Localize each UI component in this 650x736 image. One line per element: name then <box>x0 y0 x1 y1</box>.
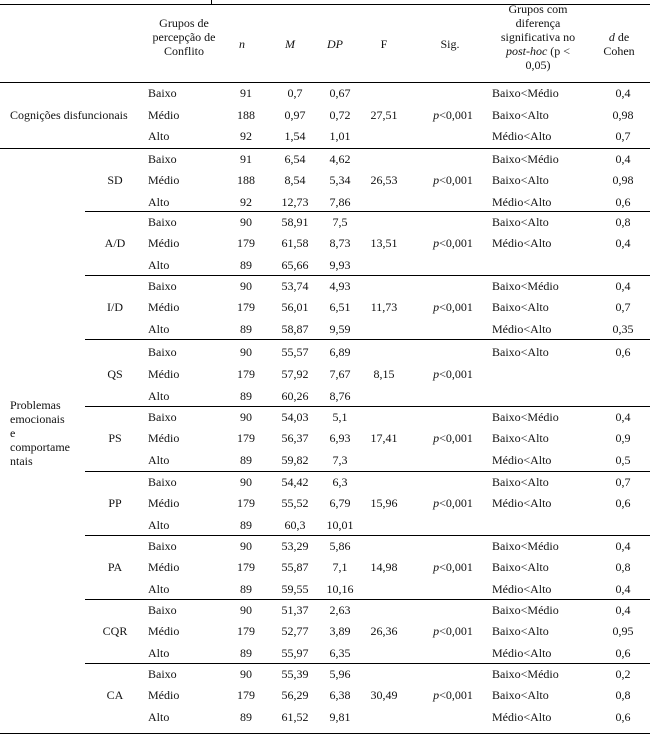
sig-cell <box>428 367 478 381</box>
sd-value: 6,79 <box>329 496 351 510</box>
scale-name: PS <box>108 431 122 445</box>
cohen-d-value: 0,95 <box>612 624 634 638</box>
header-posthoc-value: 0,05) <box>525 58 551 72</box>
sd-value: 10,01 <box>326 518 354 532</box>
header-bottom-rule <box>0 82 650 83</box>
n-value: 188 <box>237 173 255 187</box>
header-posthoc <box>490 2 586 72</box>
mean-value: 57,92 <box>281 367 309 381</box>
f-value: 8,15 <box>373 367 395 381</box>
cohen-d-value: 0,4 <box>615 603 631 617</box>
posthoc-comparison: Médio<Alto <box>492 646 552 660</box>
sig-p: p <box>433 431 440 445</box>
header-cohen-label: de Cohen <box>603 30 635 58</box>
level-label: Médio <box>148 688 180 702</box>
cohen-d-value: 0,7 <box>615 300 631 314</box>
sig-p: p <box>433 624 440 638</box>
n-value: 179 <box>237 688 255 702</box>
n-value: 179 <box>237 496 255 510</box>
scale-name: CA <box>106 688 124 702</box>
level-label: Alto <box>148 646 170 660</box>
n-value: 90 <box>240 279 252 293</box>
sig-value: <0,001 <box>439 236 473 250</box>
n-value: 90 <box>240 603 252 617</box>
posthoc-comparison: Médio<Alto <box>492 496 552 510</box>
sd-value: 7,5 <box>332 215 348 229</box>
posthoc-comparison: Baixo<Médio <box>492 667 559 681</box>
header-cohen-d: d <box>608 30 615 44</box>
sd-value: 10,16 <box>326 582 354 596</box>
posthoc-comparison: Baixo<Alto <box>492 108 549 122</box>
level-label: Alto <box>148 582 170 596</box>
cohen-d-value: 0,98 <box>612 173 634 187</box>
level-label: Médio <box>148 108 180 122</box>
mean-value: 53,29 <box>281 539 309 553</box>
n-value: 179 <box>237 367 255 381</box>
sd-value: 1,01 <box>329 129 351 143</box>
posthoc-comparison: Médio<Alto <box>492 322 552 336</box>
sd-value: 9,93 <box>329 258 351 272</box>
posthoc-comparison: Baixo<Médio <box>492 279 559 293</box>
scale-divider <box>85 663 650 664</box>
f-value: 14,98 <box>370 560 398 574</box>
sd-value: 7,86 <box>329 195 351 209</box>
cohen-d-value: 0,4 <box>615 410 631 424</box>
posthoc-comparison: Baixo<Alto <box>492 624 549 638</box>
scale-divider <box>85 535 650 536</box>
sd-value: 6,89 <box>329 345 351 359</box>
sd-value: 7,67 <box>329 367 351 381</box>
n-value: 92 <box>240 195 252 209</box>
sig-value: <0,001 <box>439 173 473 187</box>
level-label: Alto <box>148 195 170 209</box>
mean-value: 1,54 <box>284 129 306 143</box>
mean-value: 55,97 <box>281 646 309 660</box>
sig-cell <box>428 496 478 510</box>
sig-cell <box>428 173 478 187</box>
sig-value: <0,001 <box>439 560 473 574</box>
sd-value: 7,1 <box>332 560 348 574</box>
level-label: Baixo <box>148 410 177 424</box>
sd-value: 5,34 <box>329 173 351 187</box>
level-label: Médio <box>148 431 180 445</box>
sd-value: 9,59 <box>329 322 351 336</box>
cohen-d-value: 0,4 <box>615 236 631 250</box>
cohen-d-value: 0,6 <box>615 496 631 510</box>
cohen-d-value: 0,98 <box>612 108 634 122</box>
sig-value: <0,001 <box>439 688 473 702</box>
level-label: Alto <box>148 710 170 724</box>
sig-p: p <box>433 300 440 314</box>
n-value: 179 <box>237 624 255 638</box>
posthoc-comparison: Baixo<Alto <box>492 560 549 574</box>
mean-value: 60,3 <box>284 518 306 532</box>
sd-value: 5,86 <box>329 539 351 553</box>
mean-value: 51,37 <box>281 603 309 617</box>
scale-divider <box>85 471 650 472</box>
header-grupos-percepcao: Grupos de percepção de Conflito <box>152 16 216 58</box>
mean-value: 0,97 <box>284 108 306 122</box>
sd-value: 4,62 <box>329 152 351 166</box>
sd-value: 2,63 <box>329 603 351 617</box>
mean-value: 59,55 <box>281 582 309 596</box>
level-label: Médio <box>148 560 180 574</box>
n-value: 89 <box>240 518 252 532</box>
posthoc-comparison: Médio<Alto <box>492 453 552 467</box>
sig-p: p <box>433 236 440 250</box>
mean-value: 58,91 <box>281 215 309 229</box>
cohen-d-value: 0,9 <box>615 431 631 445</box>
scale-name: QS <box>107 367 123 381</box>
level-label: Médio <box>148 173 180 187</box>
cohen-d-value: 0,6 <box>615 195 631 209</box>
scale-divider <box>85 406 650 407</box>
sd-value: 3,89 <box>329 624 351 638</box>
cohen-d-value: 0,5 <box>615 453 631 467</box>
level-label: Baixo <box>148 475 177 489</box>
mean-value: 53,74 <box>281 279 309 293</box>
f-value: 30,49 <box>370 688 398 702</box>
level-label: Alto <box>148 129 170 143</box>
table-bottom-rule <box>0 733 650 734</box>
sig-cell <box>428 108 478 122</box>
sig-p: p <box>433 367 440 381</box>
scale-name: PP <box>108 496 122 510</box>
sig-cell <box>428 560 478 574</box>
sd-value: 7,3 <box>332 453 348 467</box>
scale-divider <box>85 339 650 340</box>
mean-value: 61,58 <box>281 236 309 250</box>
n-value: 179 <box>237 236 255 250</box>
n-value: 92 <box>240 129 252 143</box>
level-label: Médio <box>148 496 180 510</box>
level-label: Alto <box>148 453 170 467</box>
level-label: Baixo <box>148 215 177 229</box>
level-label: Alto <box>148 389 170 403</box>
header-f: F <box>380 37 388 51</box>
mean-value: 55,39 <box>281 667 309 681</box>
cohen-d-value: 0,6 <box>615 345 631 359</box>
scale-divider <box>85 211 650 212</box>
cohen-d-value: 0,4 <box>615 86 631 100</box>
posthoc-comparison: Médio<Alto <box>492 582 552 596</box>
cohen-d-value: 0,2 <box>615 667 631 681</box>
n-value: 89 <box>240 389 252 403</box>
n-value: 179 <box>237 431 255 445</box>
sig-cell <box>428 236 478 250</box>
posthoc-comparison: Baixo<Alto <box>492 345 549 359</box>
header-cohen <box>596 30 642 58</box>
posthoc-comparison: Médio<Alto <box>492 129 552 143</box>
level-label: Baixo <box>148 279 177 293</box>
sig-p: p <box>433 108 440 122</box>
n-value: 89 <box>240 453 252 467</box>
level-label: Alto <box>148 258 170 272</box>
posthoc-comparison: Baixo<Alto <box>492 688 549 702</box>
mean-value: 6,54 <box>284 152 306 166</box>
f-value: 26,36 <box>370 624 398 638</box>
n-value: 89 <box>240 258 252 272</box>
mean-value: 12,73 <box>281 195 309 209</box>
problemas-label: Problemas emocionais e comportame ntais <box>10 398 70 468</box>
mean-value: 61,52 <box>281 710 309 724</box>
sig-value: <0,001 <box>439 496 473 510</box>
sd-value: 8,76 <box>329 389 351 403</box>
f-value: 15,96 <box>370 496 398 510</box>
sig-p: p <box>433 496 440 510</box>
sd-value: 6,38 <box>329 688 351 702</box>
posthoc-comparison: Baixo<Alto <box>492 173 549 187</box>
cohen-d-value: 0,35 <box>612 322 634 336</box>
scale-name: SD <box>107 173 123 187</box>
posthoc-comparison: Baixo<Alto <box>492 215 549 229</box>
posthoc-comparison: Médio<Alto <box>492 236 552 250</box>
mean-value: 8,54 <box>284 173 306 187</box>
n-value: 179 <box>237 300 255 314</box>
level-label: Baixo <box>148 539 177 553</box>
sig-value: <0,001 <box>439 300 473 314</box>
cohen-d-value: 0,8 <box>615 688 631 702</box>
cohen-d-value: 0,7 <box>615 475 631 489</box>
sd-value: 6,35 <box>329 646 351 660</box>
cohen-d-value: 0,7 <box>615 129 631 143</box>
level-label: Alto <box>148 322 170 336</box>
sig-value: <0,001 <box>439 624 473 638</box>
posthoc-comparison: Baixo<Médio <box>492 86 559 100</box>
scale-name: PA <box>107 560 123 574</box>
scale-name: I/D <box>107 300 123 314</box>
mean-value: 55,57 <box>281 345 309 359</box>
sd-value: 0,67 <box>329 86 351 100</box>
cohen-d-value: 0,4 <box>615 279 631 293</box>
sd-value: 9,81 <box>329 710 351 724</box>
level-label: Médio <box>148 624 180 638</box>
mean-value: 60,26 <box>281 389 309 403</box>
sig-p: p <box>433 173 440 187</box>
posthoc-comparison: Médio<Alto <box>492 710 552 724</box>
f-value: 13,51 <box>370 236 398 250</box>
mean-value: 56,01 <box>281 300 309 314</box>
sig-value: <0,001 <box>439 108 473 122</box>
mean-value: 0,7 <box>287 86 303 100</box>
mean-value: 59,82 <box>281 453 309 467</box>
f-value: 27,51 <box>370 108 398 122</box>
n-value: 91 <box>240 86 252 100</box>
n-value: 179 <box>237 560 255 574</box>
header-sig: Sig. <box>440 37 460 51</box>
cohen-d-value: 0,4 <box>615 539 631 553</box>
scale-divider <box>85 275 650 276</box>
posthoc-comparison: Baixo<Médio <box>492 539 559 553</box>
sig-cell <box>428 431 478 445</box>
posthoc-comparison: Baixo<Médio <box>492 152 559 166</box>
sig-value: <0,001 <box>439 367 473 381</box>
posthoc-comparison: Baixo<Alto <box>492 475 549 489</box>
sig-cell <box>428 300 478 314</box>
posthoc-comparison: Médio<Alto <box>492 195 552 209</box>
level-label: Baixo <box>148 345 177 359</box>
level-label: Médio <box>148 300 180 314</box>
sig-p: p <box>433 560 440 574</box>
cohen-d-value: 0,6 <box>615 646 631 660</box>
mean-value: 55,87 <box>281 560 309 574</box>
level-label: Baixo <box>148 603 177 617</box>
header-posthoc-p: (p < <box>550 44 571 58</box>
header-n: n <box>239 37 245 51</box>
posthoc-comparison: Baixo<Alto <box>492 300 549 314</box>
n-value: 90 <box>240 215 252 229</box>
n-value: 90 <box>240 410 252 424</box>
level-label: Médio <box>148 367 180 381</box>
section-label-cognicoes: Cognições disfuncionais <box>10 108 128 122</box>
sd-value: 6,93 <box>329 431 351 445</box>
mean-value: 56,37 <box>281 431 309 445</box>
sig-cell <box>428 688 478 702</box>
f-value: 17,41 <box>370 431 398 445</box>
level-label: Baixo <box>148 152 177 166</box>
header-m: M <box>285 37 295 51</box>
level-label: Médio <box>148 236 180 250</box>
n-value: 89 <box>240 322 252 336</box>
mean-value: 55,52 <box>281 496 309 510</box>
sd-value: 4,93 <box>329 279 351 293</box>
scale-divider <box>85 599 650 600</box>
n-value: 91 <box>240 152 252 166</box>
mean-value: 54,42 <box>281 475 309 489</box>
n-value: 90 <box>240 345 252 359</box>
mean-value: 65,66 <box>281 258 309 272</box>
n-value: 90 <box>240 667 252 681</box>
section-divider <box>0 148 650 149</box>
level-label: Baixo <box>148 667 177 681</box>
mean-value: 54,03 <box>281 410 309 424</box>
cohen-d-value: 0,4 <box>615 152 631 166</box>
level-label: Alto <box>148 518 170 532</box>
sd-value: 5,1 <box>332 410 348 424</box>
sig-value: <0,001 <box>439 431 473 445</box>
n-value: 89 <box>240 710 252 724</box>
cohen-d-value: 0,8 <box>615 560 631 574</box>
level-label: Baixo <box>148 86 177 100</box>
header-posthoc-italic: post-hoc <box>505 44 548 58</box>
scale-name: CQR <box>102 624 128 638</box>
sd-value: 0,72 <box>329 108 351 122</box>
posthoc-comparison: Baixo<Alto <box>492 431 549 445</box>
header-posthoc-line1: Grupos com diferença significativa no <box>500 2 576 44</box>
mean-value: 58,87 <box>281 322 309 336</box>
f-value: 26,53 <box>370 173 398 187</box>
sd-value: 6,51 <box>329 300 351 314</box>
posthoc-comparison: Baixo<Médio <box>492 603 559 617</box>
cohen-d-value: 0,6 <box>615 710 631 724</box>
n-value: 90 <box>240 475 252 489</box>
sig-cell <box>428 624 478 638</box>
f-value: 11,73 <box>370 300 398 314</box>
mean-value: 56,29 <box>281 688 309 702</box>
header-dp: DP <box>327 37 343 51</box>
cohen-d-value: 0,4 <box>615 582 631 596</box>
sd-value: 5,96 <box>329 667 351 681</box>
mean-value: 52,77 <box>281 624 309 638</box>
n-value: 89 <box>240 646 252 660</box>
sd-value: 6,3 <box>332 475 348 489</box>
posthoc-comparison: Baixo<Médio <box>492 410 559 424</box>
scale-name: A/D <box>104 236 126 250</box>
n-value: 188 <box>237 108 255 122</box>
sd-value: 8,73 <box>329 236 351 250</box>
sig-p: p <box>433 688 440 702</box>
n-value: 89 <box>240 582 252 596</box>
n-value: 90 <box>240 539 252 553</box>
cohen-d-value: 0,8 <box>615 215 631 229</box>
